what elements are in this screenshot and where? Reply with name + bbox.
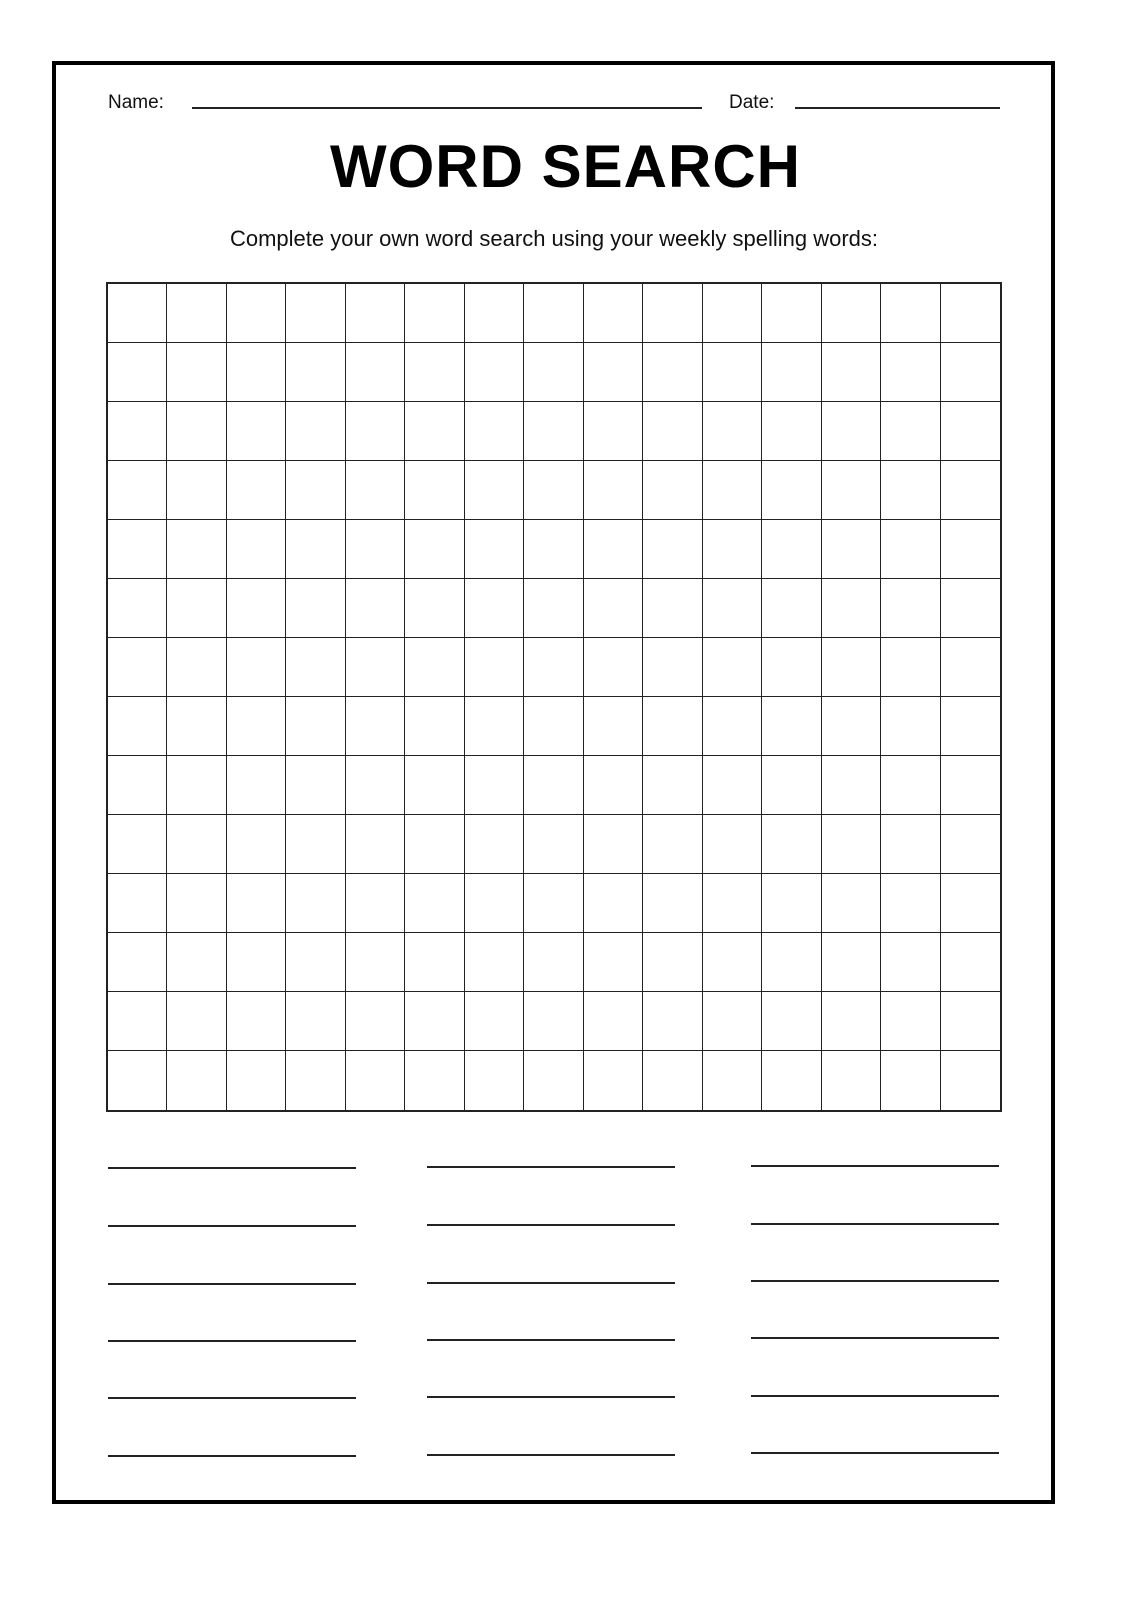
grid-cell[interactable] <box>524 697 583 756</box>
name-label: Name: <box>108 92 164 113</box>
grid-cell[interactable] <box>822 284 881 343</box>
grid-cell[interactable] <box>227 343 286 402</box>
grid-cell[interactable] <box>167 815 226 874</box>
grid-cell[interactable] <box>762 579 821 638</box>
grid-cell[interactable] <box>465 402 524 461</box>
grid-cell[interactable] <box>643 815 702 874</box>
date-field-line[interactable] <box>795 107 1000 109</box>
grid-cell[interactable] <box>703 992 762 1051</box>
grid-cell[interactable] <box>286 992 345 1051</box>
grid-cell[interactable] <box>346 402 405 461</box>
grid-cell[interactable] <box>524 756 583 815</box>
page-title: WORD SEARCH <box>330 133 801 200</box>
grid-cell[interactable] <box>524 579 583 638</box>
grid-cell[interactable] <box>822 402 881 461</box>
grid-cell[interactable] <box>227 756 286 815</box>
grid-cell[interactable] <box>167 992 226 1051</box>
grid-cell[interactable] <box>822 697 881 756</box>
grid-cell[interactable] <box>405 697 464 756</box>
grid-cell[interactable] <box>941 579 1000 638</box>
grid-cell[interactable] <box>167 638 226 697</box>
grid-cell[interactable] <box>465 756 524 815</box>
grid-cell[interactable] <box>881 638 940 697</box>
grid-cell[interactable] <box>108 343 167 402</box>
word-answer-line[interactable] <box>108 1455 356 1457</box>
grid-cell[interactable] <box>941 284 1000 343</box>
grid-cell[interactable] <box>941 874 1000 933</box>
grid-cell[interactable] <box>286 343 345 402</box>
grid-cell[interactable] <box>584 756 643 815</box>
word-search-grid <box>106 282 1002 1112</box>
grid-cell[interactable] <box>643 402 702 461</box>
grid-cell[interactable] <box>346 343 405 402</box>
grid-cell[interactable] <box>584 579 643 638</box>
grid-cell[interactable] <box>108 579 167 638</box>
grid-cell[interactable] <box>643 638 702 697</box>
word-answer-line[interactable] <box>427 1224 675 1226</box>
word-answer-line[interactable] <box>751 1223 999 1225</box>
grid-cell[interactable] <box>465 638 524 697</box>
grid-cell[interactable] <box>703 520 762 579</box>
grid-cell[interactable] <box>346 815 405 874</box>
grid-cell[interactable] <box>465 992 524 1051</box>
grid-cell[interactable] <box>346 933 405 992</box>
grid-cell[interactable] <box>405 520 464 579</box>
grid-cell[interactable] <box>346 284 405 343</box>
grid-cell[interactable] <box>941 461 1000 520</box>
grid-cell[interactable] <box>465 933 524 992</box>
instructions-text: Complete your own word search using your weekly spelling words: <box>229 226 879 251</box>
grid-cell[interactable] <box>762 461 821 520</box>
grid-cell[interactable] <box>167 461 226 520</box>
word-answer-line[interactable] <box>751 1337 999 1339</box>
grid-cell[interactable] <box>762 933 821 992</box>
grid-cell[interactable] <box>703 756 762 815</box>
grid-cell[interactable] <box>405 402 464 461</box>
grid-cell[interactable] <box>703 815 762 874</box>
grid-cell[interactable] <box>584 343 643 402</box>
grid-cell[interactable] <box>643 520 702 579</box>
grid-cell[interactable] <box>584 520 643 579</box>
name-field-line[interactable] <box>192 107 702 109</box>
grid-cell[interactable] <box>643 284 702 343</box>
grid-cell[interactable] <box>167 579 226 638</box>
grid-cell[interactable] <box>881 815 940 874</box>
grid-cell[interactable] <box>703 638 762 697</box>
grid-cell[interactable] <box>465 343 524 402</box>
grid-cell[interactable] <box>405 638 464 697</box>
word-answer-line[interactable] <box>108 1283 356 1285</box>
grid-cell[interactable] <box>524 343 583 402</box>
word-answer-line[interactable] <box>427 1166 675 1168</box>
grid-cell[interactable] <box>822 815 881 874</box>
grid-cell[interactable] <box>762 520 821 579</box>
grid-cell[interactable] <box>762 815 821 874</box>
grid-cell[interactable] <box>167 874 226 933</box>
grid-cell[interactable] <box>703 402 762 461</box>
grid-cell[interactable] <box>286 1051 345 1110</box>
grid-cell[interactable] <box>167 520 226 579</box>
grid-cell[interactable] <box>762 756 821 815</box>
grid-cell[interactable] <box>286 638 345 697</box>
grid-cell[interactable] <box>167 343 226 402</box>
grid-cell[interactable] <box>524 815 583 874</box>
date-label: Date: <box>729 92 775 113</box>
grid-cell[interactable] <box>167 402 226 461</box>
grid-cell[interactable] <box>643 1051 702 1110</box>
grid-cell[interactable] <box>703 933 762 992</box>
grid-cell[interactable] <box>346 874 405 933</box>
word-answer-line[interactable] <box>751 1165 999 1167</box>
grid-cell[interactable] <box>108 756 167 815</box>
grid-cell[interactable] <box>881 933 940 992</box>
word-answer-line[interactable] <box>108 1167 356 1169</box>
grid-cell[interactable] <box>703 461 762 520</box>
grid-cell[interactable] <box>167 1051 226 1110</box>
grid-cell[interactable] <box>584 992 643 1051</box>
grid-cell[interactable] <box>762 874 821 933</box>
word-answer-line[interactable] <box>427 1339 675 1341</box>
grid-cell[interactable] <box>167 933 226 992</box>
grid-cell[interactable] <box>405 992 464 1051</box>
grid-cell[interactable] <box>762 697 821 756</box>
grid-cell[interactable] <box>405 815 464 874</box>
grid-cell[interactable] <box>703 284 762 343</box>
grid-cell[interactable] <box>881 992 940 1051</box>
grid-cell[interactable] <box>108 815 167 874</box>
grid-cell[interactable] <box>822 579 881 638</box>
grid-cell[interactable] <box>108 402 167 461</box>
grid-cell[interactable] <box>584 461 643 520</box>
grid-cell[interactable] <box>941 756 1000 815</box>
grid-cell[interactable] <box>465 579 524 638</box>
grid-cell[interactable] <box>643 874 702 933</box>
grid-cell[interactable] <box>822 638 881 697</box>
grid-cell[interactable] <box>346 1051 405 1110</box>
word-answer-line[interactable] <box>108 1225 356 1227</box>
grid-cell[interactable] <box>524 1051 583 1110</box>
grid-cell[interactable] <box>822 1051 881 1110</box>
grid-cell[interactable] <box>227 992 286 1051</box>
grid-cell[interactable] <box>465 461 524 520</box>
grid-cell[interactable] <box>941 933 1000 992</box>
grid-cell[interactable] <box>405 461 464 520</box>
grid-cell[interactable] <box>227 815 286 874</box>
grid-cell[interactable] <box>941 815 1000 874</box>
grid-cell[interactable] <box>881 343 940 402</box>
grid-cell[interactable] <box>346 461 405 520</box>
grid-cell[interactable] <box>524 874 583 933</box>
grid-cell[interactable] <box>881 461 940 520</box>
grid-cell[interactable] <box>405 579 464 638</box>
grid-cell[interactable] <box>108 697 167 756</box>
grid-cell[interactable] <box>524 638 583 697</box>
grid-cell[interactable] <box>643 579 702 638</box>
grid-cell[interactable] <box>227 520 286 579</box>
grid-cell[interactable] <box>227 874 286 933</box>
grid-cell[interactable] <box>643 756 702 815</box>
grid-cell[interactable] <box>346 756 405 815</box>
grid-cell[interactable] <box>405 933 464 992</box>
grid-cell[interactable] <box>405 874 464 933</box>
word-answer-line[interactable] <box>751 1280 999 1282</box>
grid-cell[interactable] <box>465 1051 524 1110</box>
grid-cell[interactable] <box>346 992 405 1051</box>
grid-cell[interactable] <box>584 874 643 933</box>
grid-cell[interactable] <box>286 579 345 638</box>
grid-cell[interactable] <box>108 933 167 992</box>
grid-cell[interactable] <box>584 1051 643 1110</box>
grid-cell[interactable] <box>465 520 524 579</box>
grid-cell[interactable] <box>524 461 583 520</box>
grid-cell[interactable] <box>346 579 405 638</box>
grid-cell[interactable] <box>405 284 464 343</box>
grid-cell[interactable] <box>286 815 345 874</box>
grid-cell[interactable] <box>346 697 405 756</box>
grid-cell[interactable] <box>167 697 226 756</box>
grid-cell[interactable] <box>881 756 940 815</box>
grid-cell[interactable] <box>227 461 286 520</box>
grid-cell[interactable] <box>822 461 881 520</box>
word-answer-line[interactable] <box>108 1340 356 1342</box>
word-answer-line[interactable] <box>427 1454 675 1456</box>
grid-cell[interactable] <box>286 697 345 756</box>
grid-cell[interactable] <box>108 992 167 1051</box>
grid-cell[interactable] <box>822 933 881 992</box>
grid-cell[interactable] <box>286 284 345 343</box>
grid-cell[interactable] <box>524 992 583 1051</box>
grid-cell[interactable] <box>881 1051 940 1110</box>
grid-cell[interactable] <box>643 933 702 992</box>
grid-cell[interactable] <box>762 992 821 1051</box>
grid-cell[interactable] <box>762 638 821 697</box>
grid-cell[interactable] <box>524 520 583 579</box>
grid-cell[interactable] <box>227 933 286 992</box>
grid-cell[interactable] <box>167 284 226 343</box>
grid-cell[interactable] <box>941 992 1000 1051</box>
grid-cell[interactable] <box>108 874 167 933</box>
grid-cell[interactable] <box>227 638 286 697</box>
grid-cell[interactable] <box>703 697 762 756</box>
grid-cell[interactable] <box>524 402 583 461</box>
grid-cell[interactable] <box>286 756 345 815</box>
grid-cell[interactable] <box>227 579 286 638</box>
grid-cell[interactable] <box>584 638 643 697</box>
grid-cell[interactable] <box>822 992 881 1051</box>
grid-cell[interactable] <box>941 697 1000 756</box>
grid-cell[interactable] <box>822 520 881 579</box>
grid-cell[interactable] <box>822 874 881 933</box>
grid-cell[interactable] <box>941 1051 1000 1110</box>
grid-cell[interactable] <box>465 815 524 874</box>
grid-cell[interactable] <box>584 933 643 992</box>
grid-cell[interactable] <box>762 1051 821 1110</box>
grid-cell[interactable] <box>881 579 940 638</box>
grid-cell[interactable] <box>465 697 524 756</box>
grid-cell[interactable] <box>762 402 821 461</box>
grid-cell[interactable] <box>762 284 821 343</box>
grid-cell[interactable] <box>108 284 167 343</box>
grid-cell[interactable] <box>703 579 762 638</box>
grid-cell[interactable] <box>881 520 940 579</box>
word-answer-line[interactable] <box>108 1397 356 1399</box>
word-answer-line[interactable] <box>427 1396 675 1398</box>
grid-cell[interactable] <box>108 461 167 520</box>
grid-cell[interactable] <box>286 874 345 933</box>
grid-cell[interactable] <box>881 284 940 343</box>
grid-cell[interactable] <box>465 874 524 933</box>
grid-cell[interactable] <box>227 402 286 461</box>
grid-cell[interactable] <box>881 402 940 461</box>
grid-cell[interactable] <box>881 697 940 756</box>
grid-cell[interactable] <box>762 343 821 402</box>
grid-cell[interactable] <box>108 520 167 579</box>
grid-cell[interactable] <box>405 343 464 402</box>
grid-cell[interactable] <box>286 461 345 520</box>
grid-cell[interactable] <box>584 815 643 874</box>
grid-cell[interactable] <box>108 1051 167 1110</box>
grid-cell[interactable] <box>643 461 702 520</box>
grid-cell[interactable] <box>108 638 167 697</box>
grid-cell[interactable] <box>822 343 881 402</box>
grid-cell[interactable] <box>703 1051 762 1110</box>
grid-cell[interactable] <box>584 697 643 756</box>
grid-cell[interactable] <box>941 638 1000 697</box>
grid-cell[interactable] <box>941 343 1000 402</box>
grid-cell[interactable] <box>524 284 583 343</box>
grid-cell[interactable] <box>227 1051 286 1110</box>
grid-cell[interactable] <box>405 756 464 815</box>
grid-cell[interactable] <box>286 933 345 992</box>
grid-cell[interactable] <box>227 284 286 343</box>
grid-cell[interactable] <box>941 402 1000 461</box>
grid-cell[interactable] <box>822 756 881 815</box>
word-answer-line[interactable] <box>427 1282 675 1284</box>
grid-cell[interactable] <box>465 284 524 343</box>
grid-cell[interactable] <box>941 520 1000 579</box>
grid-cell[interactable] <box>584 284 643 343</box>
grid-cell[interactable] <box>405 1051 464 1110</box>
grid-cell[interactable] <box>584 402 643 461</box>
grid-cell[interactable] <box>643 343 702 402</box>
grid-cell[interactable] <box>703 343 762 402</box>
grid-cell[interactable] <box>346 638 405 697</box>
grid-cell[interactable] <box>286 520 345 579</box>
grid-cell[interactable] <box>227 697 286 756</box>
grid-cell[interactable] <box>524 933 583 992</box>
grid-cell[interactable] <box>703 874 762 933</box>
grid-cell[interactable] <box>643 992 702 1051</box>
word-answer-line[interactable] <box>751 1452 999 1454</box>
grid-cell[interactable] <box>286 402 345 461</box>
grid-cell[interactable] <box>643 697 702 756</box>
grid-cell[interactable] <box>346 520 405 579</box>
grid-cell[interactable] <box>167 756 226 815</box>
grid-cell[interactable] <box>881 874 940 933</box>
word-answer-line[interactable] <box>751 1395 999 1397</box>
